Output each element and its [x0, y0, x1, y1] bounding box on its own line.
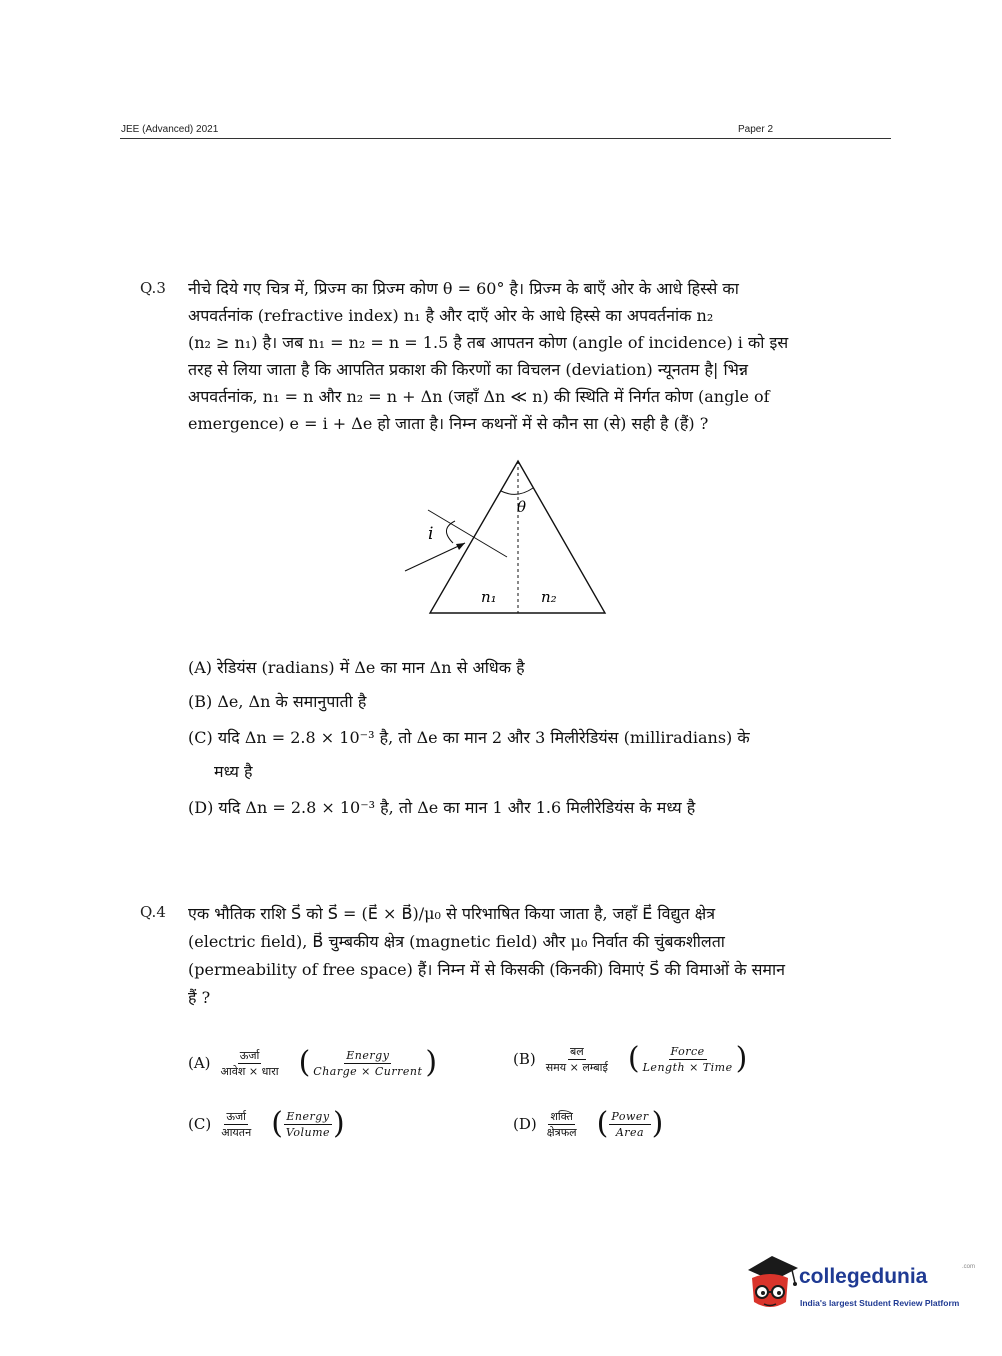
incidence-angle-arc [446, 521, 455, 543]
incidence-label: i [428, 524, 434, 544]
normal-line [428, 510, 507, 557]
fraction-denominator: Volume [285, 1125, 331, 1139]
q3-option-c[interactable]: (C) यदि Δn = 2.8 × 10⁻³ है, तो Δe का मान 2 और 3 मिलीरेडियंस (milliradians) के [188, 728, 750, 747]
fraction-numerator: शक्ति [550, 1109, 573, 1123]
q3-option-d[interactable]: (D) यदि Δn = 2.8 × 10⁻³ है, तो Δe का मान 1 और 1.6 मिलीरेडियंस के मध्य है [188, 798, 696, 817]
option-label: (D) [513, 1115, 537, 1133]
q4-line: एक भौतिक राशि S⃗ को S⃗ = (E⃗ × B⃗)/μ₀ से परिभाषित किया जाता है, जहाँ E⃗ विद्युत क्षेत्र [188, 904, 716, 923]
prism-outline [430, 461, 605, 613]
option-label: (C) [188, 1115, 212, 1133]
q3-line: अपवर्तनांक (refractive index) n₁ है और दाएँ ओर के आधे हिस्से का अपवर्तनांक n₂ [188, 306, 714, 325]
english-fraction: ( $\frac{\text{Energy}}{\text{Volume}}$ ) [271, 1106, 345, 1141]
fraction-denominator: क्षेत्रफल [546, 1125, 577, 1139]
fraction-denominator: आयतन [221, 1125, 252, 1139]
header-divider [120, 138, 891, 139]
hindi-fraction [544, 1045, 610, 1074]
q4-option-b[interactable] [513, 1041, 748, 1076]
theta-label: θ [517, 498, 527, 516]
fraction-numerator: Power [611, 1109, 649, 1123]
collegedunia-logo[interactable] [742, 1250, 976, 1322]
option-label: (B) [513, 1050, 536, 1068]
fraction-numerator: Energy [346, 1048, 390, 1062]
logo-wordmark: collegedunia [799, 1265, 928, 1288]
hindi-fraction [219, 1049, 281, 1078]
prism-diagram [395, 455, 615, 620]
q3-line: अपवर्तनांक, n₁ = n और n₂ = n + Δn (जहाँ Δn ≪ n) की स्थिति में निर्गत कोण (angle of [188, 387, 770, 406]
fraction-numerator: Energy [286, 1109, 330, 1123]
mascot-icon [742, 1250, 800, 1316]
apex-angle-arc [501, 488, 533, 494]
fraction-numerator: Force [670, 1044, 705, 1058]
fraction-numerator: ऊर्जा [239, 1048, 260, 1062]
n2-label: n₂ [541, 588, 557, 606]
fraction-denominator: Area [615, 1125, 645, 1139]
option-label: (A) [188, 1054, 211, 1072]
hindi-fraction [545, 1110, 579, 1139]
q3-line: (n₂ ≥ n₁) है। जब n₁ = n₂ = n = 1.5 है तब आपतन कोण (angle of incidence) i को इस [188, 333, 789, 352]
logo-com: .com [962, 1264, 976, 1270]
q3-option-b[interactable]: (B) Δe, Δn के समानुपाती है [188, 692, 367, 711]
english-fraction: ( $\frac{\text{Energy}}{\text{Charge × Current}}$ ) [298, 1045, 438, 1080]
q3-line: नीचे दिये गए चित्र में, प्रिज्म का प्रिज्म कोण θ = 60° है। प्रिज्म के बाएँ ओर के आधे हिस्से का [188, 279, 739, 298]
fraction-denominator: समय × लम्बाई [545, 1060, 608, 1074]
fraction-numerator: ऊर्जा [226, 1109, 247, 1123]
q4-number: Q.4 [140, 903, 166, 921]
fraction-denominator: Length × Time [642, 1060, 733, 1074]
q3-option-c-continuation: मध्य है [214, 762, 253, 781]
fraction-denominator: आवेश × धारा [220, 1064, 279, 1078]
q4-line: (electric field), B⃗ चुम्बकीय क्षेत्र (magnetic field) और μ₀ निर्वात की चुंबकशीलता [188, 932, 725, 951]
n1-label: n₁ [481, 588, 497, 606]
q4-line: (permeability of free space) हैं। निम्न में से किसकी (किनकी) विमाएं S⃗ की विमाओं के समान [188, 960, 785, 979]
q3-line: तरह से लिया जाता है कि आपतित प्रकाश की किरणों का विचलन (deviation) न्यूनतम है| भिन्न [188, 360, 748, 379]
q4-text [188, 900, 824, 1012]
q3-number: Q.3 [140, 279, 166, 297]
hindi-fraction [219, 1110, 253, 1139]
q4-option-a[interactable] [188, 1045, 438, 1080]
fraction-numerator: बल [569, 1044, 584, 1058]
english-fraction: ( $\frac{\text{Force}}{\text{Length × Time}}$ ) [627, 1041, 748, 1076]
q4-line: हैं ? [188, 988, 211, 1007]
q4-option-c[interactable] [188, 1106, 345, 1141]
q4-option-d[interactable] [513, 1106, 664, 1141]
header-exam-title: JEE (Advanced) 2021 [121, 124, 219, 135]
logo-tagline: India's largest Student Review Platform [800, 1298, 960, 1308]
q3-option-a[interactable]: (A) रेडियंस (radians) में Δe का मान Δn से अधिक है [188, 658, 525, 677]
incident-ray-arrowhead [456, 543, 465, 550]
q3-line: emergence) e = i + Δe हो जाता है। निम्न कथनों में से कौन सा (से) सही है (हैं) ? [188, 414, 709, 433]
q3-text [188, 275, 824, 437]
fraction-denominator: Charge × Current [313, 1064, 423, 1078]
english-fraction: ( $\frac{\text{Power}}{\text{Area}}$ ) [596, 1106, 664, 1141]
header-paper-number: Paper 2 [738, 124, 774, 135]
